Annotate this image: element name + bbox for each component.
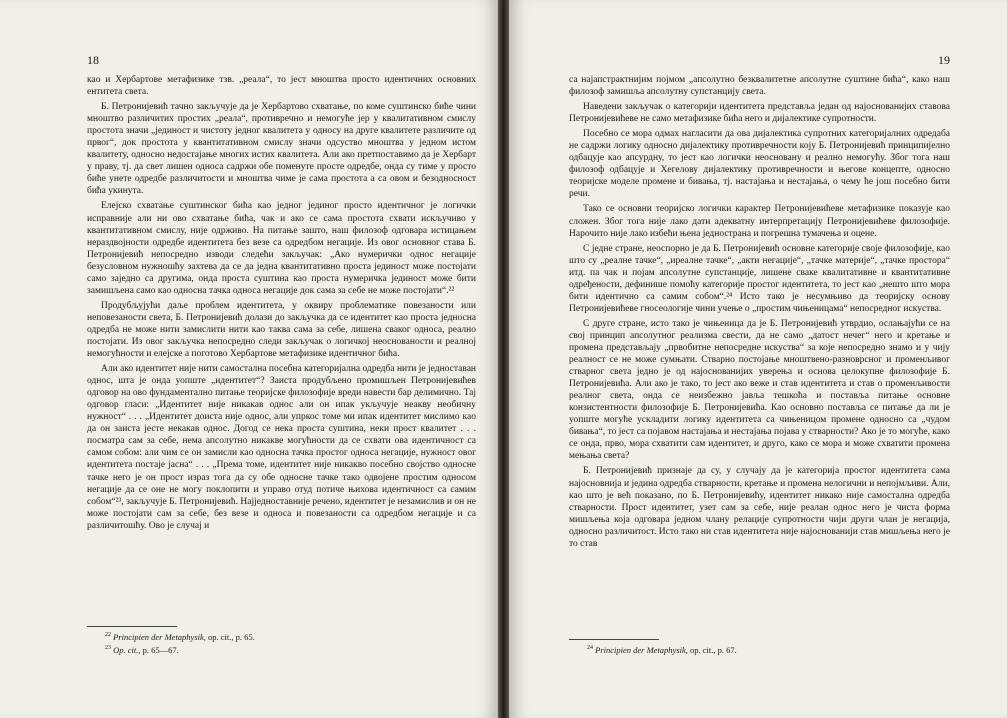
footnotes (569, 639, 950, 656)
paragraph: Елејско схватање суштинског бића као једног јединог просто идентичног је логички исправније али ни ово схватање бића, чак и ако се сама простота схвати искључиво у квантитативном смислу, није одрживо. На питање зашто, наш филозоф одговара истицањем нераздвојности одредбе идентитета без везе са одредбом негације. Из овог основног става Б. Петронијевић непосредно изводи следећи закључак: „Ако нумерички однос негације безусловном нужношћу захтева да се да једна квантитативно проста јединост може постојати само заједно са другима, онда проста суштина као проста нумеричка јединост може бити замишљена само као односна тачка односа негације док сама за себе не може постојати“.²² (87, 201, 476, 296)
footnote: $^{24}$ Principien der Metaphysik, op. cit., p. 67. (587, 645, 737, 655)
paragraph: као и Хербартове метафизике тзв. „реала“, то јест мноштва просто идентичних основних ентитета света. (87, 75, 476, 98)
body-text (569, 74, 950, 550)
paragraph: Тако се основни теоријско логички карактер Петронијевићеве метафизике показује као сложен. Због тога није лако дати адекватну интерпретацију Петронијевићеве филозофије. Нарочито није лако избећи њена једнострана и погрешна тумачења и оцене. (569, 204, 950, 239)
paragraph: Посебно се мора одмах нагласити да ова дијалектика супротних категоријалних одредаба не садржи логику односно дијалектику противречности коју Б. Петронијевић принципијелно одбацује као апсурдну, то јест као логички неосновану и реално немогућу. Због тога наш филозоф одбацује и Хегелову дијалектику противречности и његове концепте, односно теоријске моделе промене и бивања, тј. настајања и нестајања, о чему ће још посебно бити речи. (569, 129, 950, 200)
right-page (509, 0, 1007, 718)
left-page (0, 0, 498, 718)
footnote: $^{22}$ Principien der Metaphysik, op. cit., p. 65. (105, 632, 255, 643)
page-number: 18 (87, 53, 99, 67)
paragraph: Б. Петронијевић признаје да су, у случају да је категорија простог идентитета сама најоснoвнија и једина одредба стварности, кретање и промена нелогични и непојмљиви. Али, као што је већ показано, по Б. Петронијевићу, идентитет никако није самостална одредба стварности. Прост идентитет, узет сам за себе, није реалан однос него је чиста форма мишљења која одговара једном члану релације супротности чији други члан је негација, односно различитост. Исто тако ни став идентитета није најоснованији став мишљења него је то став (569, 466, 950, 549)
paragraph: са најапстрактнијим појмом „апсолутно безквалитетне апсолутне суштине бића“, како наш филозоф замишља апсолутну супстанцију света. (569, 75, 950, 98)
paragraph: Б. Петронијевић тачно закључује да је Хербартово схватање, по коме суштинско биће чини мноштво различитих простих „реала“, противречно и немогуће јер у квалитативном смислу простота значи „јединост и чистоту једног квалитета у односу на друге квалитете различите од првог“, док простота у квантитативном смислу значи одсуство мноштва у једном истом квалитету, односно недостајање многих истих квалитета. Али ако претпоставимо да је Хербарт у праву, тј. да свет лишен односа садржи обе поменуте просте одредбе, онда су тиме у просто биће унете одредбе различитости и мноштва чиме је сама простота а са овом и безодносност бића укинута. (87, 102, 476, 197)
footnote-divider (569, 639, 659, 640)
footnote: $^{23}$ Op. cit., p. 65—67. (105, 645, 179, 655)
paragraph: Али ако идентитет није нити самостална посебна категоријална одредба нити је једноставан однос, шта је онда уопште „идентитет“? Заиста продубљено промишљен Петронијевићев одговор на ово фундаментално питање теоријске филозофије вреди навести бар делимично. Тај одговор гласи: „Идентитет није никакав однос али он ипак укључује неакву необичну нужност“ . . . „Идентитет доиста није однос, али упркос томе ми ипак идентитет мислимо као да он заиста јесте некакав однос. Догод се нека проста суштина, неки прост квалитет . . . посматра сам за себе, нема апсолутно никакве могућности да се схвати ова идентичност са самом собом: али чим се он замисли као односна тачка простог односа негације, нужност овог идентитета постаје јасна“ . . . „Према томе, идентитет није никакво посебно својство односне тачке него је он прост израз тога да су обе односне тачке тако одвојене простим односом негације да се оне не могу поклопити и управо отуд потиче њихова идентичност са самим собом“²³, закључује Б. Петронијевић. Најједноставније речено, идентитет је незамислив и он не може постојати сам за себе, без везе и односа и повезаности са одредбом негације и са различитошћу. Ово је случај и (87, 364, 476, 531)
paragraph: С друге стране, исто тако је чињеница да је Б. Петронијевић утврдио, ослањајући се на свој принцип апсолутног реализма свести, да не само „датост нечег“ него и кретање и промена представљају „првобитне непосредне искуства“ за које непосредно знамо и у чију реалност се не може сумњати. Стварно постојање мноштвено-разноврсног и променљивог стварног света једно је од најоснованијих уверења и основа целокупне филозофије Б. Петронијевића. Али ако је тако, то јест ако веже и став идентитета и став о променљивости реалног света, онда се неизбежно јавља тешкоћа и постављa питање основне конзистентности филозофије Б. Петронијевића. Као основно постављa се питање да ли је уопште могуће ускладити логику идентитета са чињеницом промене односно са „чудом бивања“, то јест са појавом настајања и нестајања појава у стварности? Ако је то могуће, како се онда, прво, мора схватити сам идентитет, и друго, како се мора и може схватити промена мењања света? (569, 318, 950, 462)
body-text (87, 74, 476, 532)
paragraph: Продубљујући даље проблем идентитета, у оквиру проблематике повезаности или неповезаности света, Б. Петронијевић долази до закључка да се идентитет као проста једносна одредба не може нити замислити нити као таква сама за себе, лишена сваког односа, реално постојати. Из овог закључка непосредно следи закључак о логичкој неосновaности и реалној немогућности и елејске а поготово Хербартове метафизике идентичног бића. (87, 300, 476, 360)
footnotes (87, 626, 476, 656)
paragraph: Наведени закључак о категорији идентитета представља један од најоснованијих ставова Петронијевићеве не само метафизике бића него и дијалектике супротности. (569, 102, 950, 125)
book-gutter (498, 0, 509, 718)
footnote-divider (87, 626, 177, 627)
paragraph: С једне стране, неоспорно је да Б. Петронијевић основне категорије своје филозофије, као што су „реалне тачке“, „иреалне тачке“, „акти негације“, „тачке материје“, „тачке простора“ итд. па чак и појам апсолутне супстанције, лишене сваке квалитативне и квантитативне одређености, дефинише помоћу категорије простог идентитета, то јест као „нешто што мора бити идентично са самим собом“.²⁴ Исто тако је несумњиво да теоријску основу Петронијевићеве гносеологије чини учење о „простим чињеницама“ непосредног искуства. (569, 243, 950, 314)
page-number: 19 (938, 53, 950, 67)
